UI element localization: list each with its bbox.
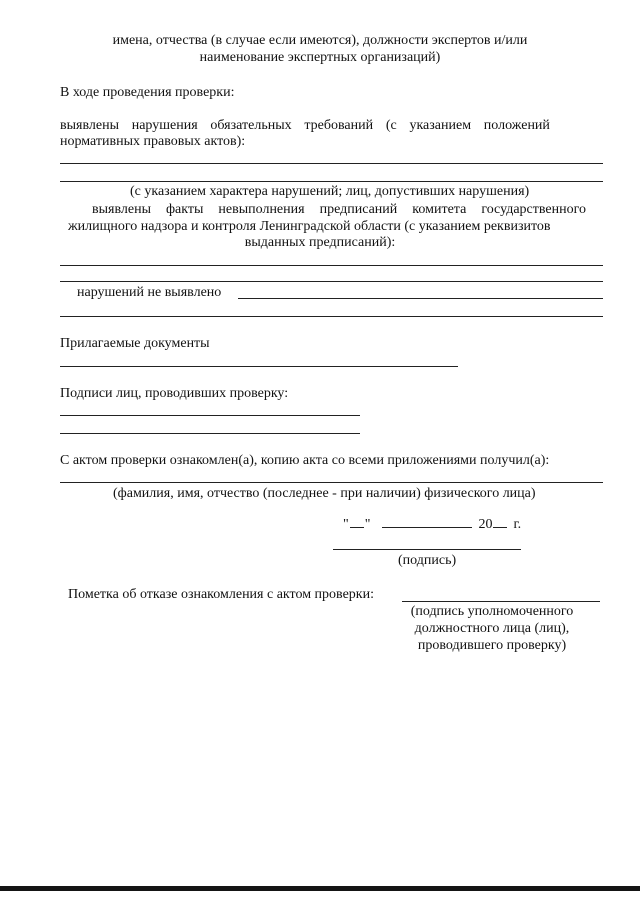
word: предписаний	[319, 202, 398, 217]
scan-bottom-edge	[0, 886, 640, 891]
no-violations-extra-line[interactable]	[60, 316, 603, 317]
date-year-field[interactable]	[493, 527, 507, 528]
orders-line-3: выданных предписаний):	[244, 235, 396, 250]
signatures-label: Подписи лиц, проводивших проверку:	[60, 386, 289, 401]
signature-fill-line[interactable]	[333, 549, 521, 550]
word: указанием	[409, 118, 472, 133]
refusal-caption-line-3: проводившего проверку)	[417, 638, 567, 653]
violations-line-1	[60, 118, 550, 134]
refusal-caption-line-2: должностного лица (лиц),	[414, 621, 570, 636]
word: факты	[165, 202, 204, 217]
orders-line-2: жилищного надзора и контроля Ленинградской области (с указанием реквизитов	[68, 219, 551, 234]
experts-caption-line-2: наименование экспертных организаций)	[199, 50, 441, 65]
word: требований	[304, 118, 374, 133]
date-quote-close: "	[364, 517, 371, 532]
violations-fill-line-2[interactable]	[60, 181, 603, 182]
orders-fill-line-1[interactable]	[60, 265, 603, 266]
person-caption: (фамилия, имя, отчество (последнее - при наличии) физического лица)	[113, 486, 536, 501]
word: комитета	[412, 202, 467, 217]
refusal-caption-line-1: (подпись уполномоченного	[410, 604, 574, 619]
violations-caption: (с указанием характера нарушений; лиц, допустивших нарушения)	[130, 184, 530, 199]
word: выявлены	[60, 118, 119, 133]
person-name-fill-line[interactable]	[60, 482, 603, 483]
refusal-fill-line[interactable]	[402, 601, 600, 602]
orders-line-1	[92, 202, 586, 218]
signature-line-2[interactable]	[60, 433, 360, 434]
date-month-field[interactable]	[382, 527, 472, 528]
orders-fill-line-2[interactable]	[60, 281, 603, 282]
word: нарушения	[131, 118, 198, 133]
word: обязательных	[210, 118, 292, 133]
no-violations-fill-line[interactable]	[238, 298, 603, 299]
attached-documents-fill-line[interactable]	[60, 366, 458, 367]
refusal-label: Пометка об отказе ознакомления с актом проверки:	[68, 587, 374, 602]
no-violations-label: нарушений не выявлено	[77, 285, 222, 300]
date-row	[343, 517, 521, 533]
violations-line-2: нормативных правовых актов):	[60, 134, 246, 149]
date-quote-open: "	[343, 517, 349, 532]
experts-caption-line-1: имена, отчества (в случае если имеются), должности экспертов и/или	[112, 33, 528, 48]
signature-caption: (подпись)	[398, 553, 457, 568]
word: невыполнения	[218, 202, 305, 217]
acquainted-statement: С актом проверки ознакомлен(а), копию акта со всеми приложениями получил(а):	[60, 453, 550, 468]
date-year-prefix: 20	[478, 517, 493, 532]
word: государственного	[481, 202, 586, 217]
word: выявлены	[92, 202, 151, 217]
violations-fill-line-1[interactable]	[60, 163, 603, 164]
date-year-suffix: г.	[513, 517, 522, 532]
during-check-heading: В ходе проведения проверки:	[60, 85, 235, 100]
word: положений	[483, 118, 550, 133]
attached-documents-label: Прилагаемые документы	[60, 336, 210, 351]
signature-line-1[interactable]	[60, 415, 360, 416]
word: (с	[385, 118, 397, 133]
date-day-field[interactable]	[350, 527, 364, 528]
no-violations-row	[77, 285, 221, 301]
